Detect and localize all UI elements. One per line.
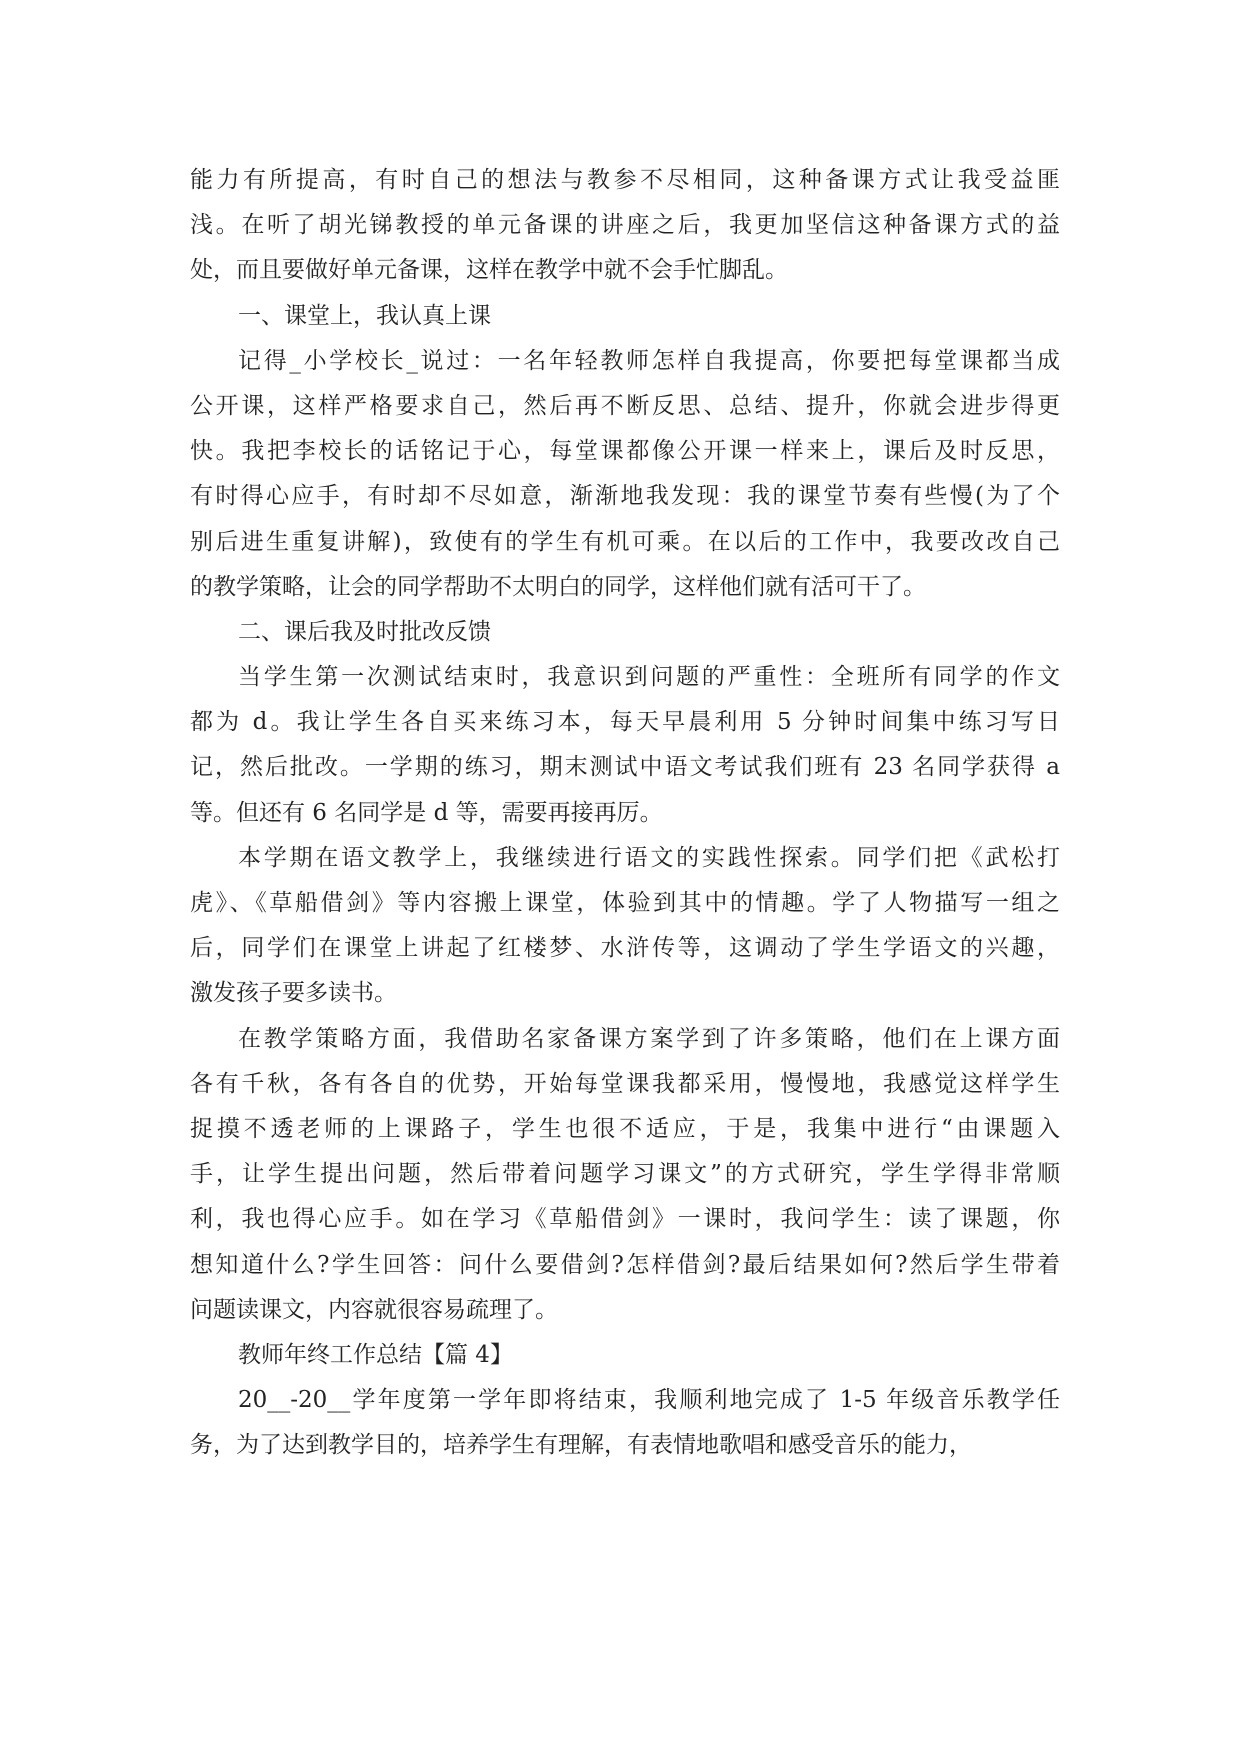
text-line: 记得_小学校长_说过：一名年轻教师怎样自我提高，你要把每堂课都当成 bbox=[238, 347, 1060, 374]
text-line: 记，然后批改。一学期的练习，期末测试中语文考试我们班有 23 名同学获得 a bbox=[190, 754, 1060, 781]
text-line: 等。但还有 6 名同学是 d 等，需要再接再厉。 bbox=[190, 799, 663, 826]
text-line: 各有千秋，各有各自的优势，开始每堂课我都采用，慢慢地，我感觉这样学生 bbox=[190, 1070, 1060, 1097]
paragraph bbox=[190, 1017, 1060, 1333]
paragraph bbox=[190, 294, 1060, 339]
text-line: 处，而且要做好单元备课，这样在教学中就不会手忙脚乱。 bbox=[190, 257, 788, 284]
paragraph bbox=[190, 836, 1060, 1017]
text-line: 利，我也得心应手。如在学习《草船借剑》一课时，我问学生：读了课题，你 bbox=[190, 1206, 1060, 1233]
text-line: 浅。在听了胡光锑教授的单元备课的讲座之后，我更加坚信这种备课方式的益 bbox=[190, 212, 1060, 239]
text-line: 能力有所提高，有时自己的想法与教参不尽相同，这种备课方式让我受益匪 bbox=[190, 167, 1060, 193]
text-line: 虎》、《草船借剑》等内容搬上课堂，体验到其中的情趣。学了人物描写一组之 bbox=[190, 890, 1060, 916]
text-line: 的教学策略，让会的同学帮助不太明白的同学，这样他们就有活可干了。 bbox=[190, 573, 926, 600]
text-line: 捉摸不透老师的上课路子，学生也很不适应，于是，我集中进行“由课题入 bbox=[190, 1115, 1060, 1142]
text-line: 一、课堂上，我认真上课 bbox=[238, 302, 491, 329]
text-line: 想知道什么?学生回答：问什么要借剑?怎样借剑?最后结果如何?然后学生带着 bbox=[190, 1251, 1060, 1278]
text-line: 当学生第一次测试结束时，我意识到问题的严重性：全班所有同学的作文 bbox=[238, 664, 1060, 691]
document-body bbox=[190, 158, 1060, 1468]
paragraph bbox=[190, 1333, 1060, 1378]
paragraph bbox=[190, 655, 1060, 836]
paragraph bbox=[190, 339, 1060, 610]
text-line: 都为 d。我让学生各自买来练习本，每天早晨利用 5 分钟时间集中练习写日 bbox=[190, 709, 1060, 736]
paragraph bbox=[190, 1378, 1060, 1468]
text-line: 二、课后我及时批改反馈 bbox=[238, 618, 491, 645]
text-line: 务，为了达到教学目的，培养学生有理解，有表情地歌唱和感受音乐的能力， bbox=[190, 1432, 972, 1459]
text-line: 本学期在语文教学上，我继续进行语文的实践性探索。同学们把《武松打 bbox=[238, 844, 1060, 871]
text-line: 别后进生重复讲解)，致使有的学生有机可乘。在以后的工作中，我要改改自己 bbox=[190, 528, 1060, 555]
text-line: 后，同学们在课堂上讲起了红楼梦、水浒传等，这调动了学生学语文的兴趣， bbox=[190, 935, 1060, 962]
paragraph bbox=[190, 610, 1060, 655]
paragraph bbox=[190, 158, 1060, 294]
text-line: 快。我把李校长的话铭记于心，每堂课都像公开课一样来上，课后及时反思， bbox=[190, 438, 1060, 465]
text-line: 在教学策略方面，我借助名家备课方案学到了许多策略，他们在上课方面 bbox=[238, 1025, 1060, 1052]
text-line: 激发孩子要多读书。 bbox=[190, 980, 397, 1007]
text-line: 教师年终工作总结【篇 4】 bbox=[238, 1341, 513, 1368]
text-line: 问题读课文，内容就很容易疏理了。 bbox=[190, 1296, 558, 1323]
text-line: 公开课，这样严格要求自己，然后再不断反思、总结、提升，你就会进步得更 bbox=[190, 392, 1060, 419]
text-line: 手，让学生提出问题，然后带着问题学习课文”的方式研究，学生学得非常顺 bbox=[190, 1161, 1060, 1188]
text-line: 20__-20__学年度第一学年即将结束，我顺利地完成了 1-5 年级音乐教学任 bbox=[238, 1387, 1060, 1414]
text-line: 有时得心应手，有时却不尽如意，渐渐地我发现：我的课堂节奏有些慢(为了个 bbox=[190, 483, 1060, 510]
